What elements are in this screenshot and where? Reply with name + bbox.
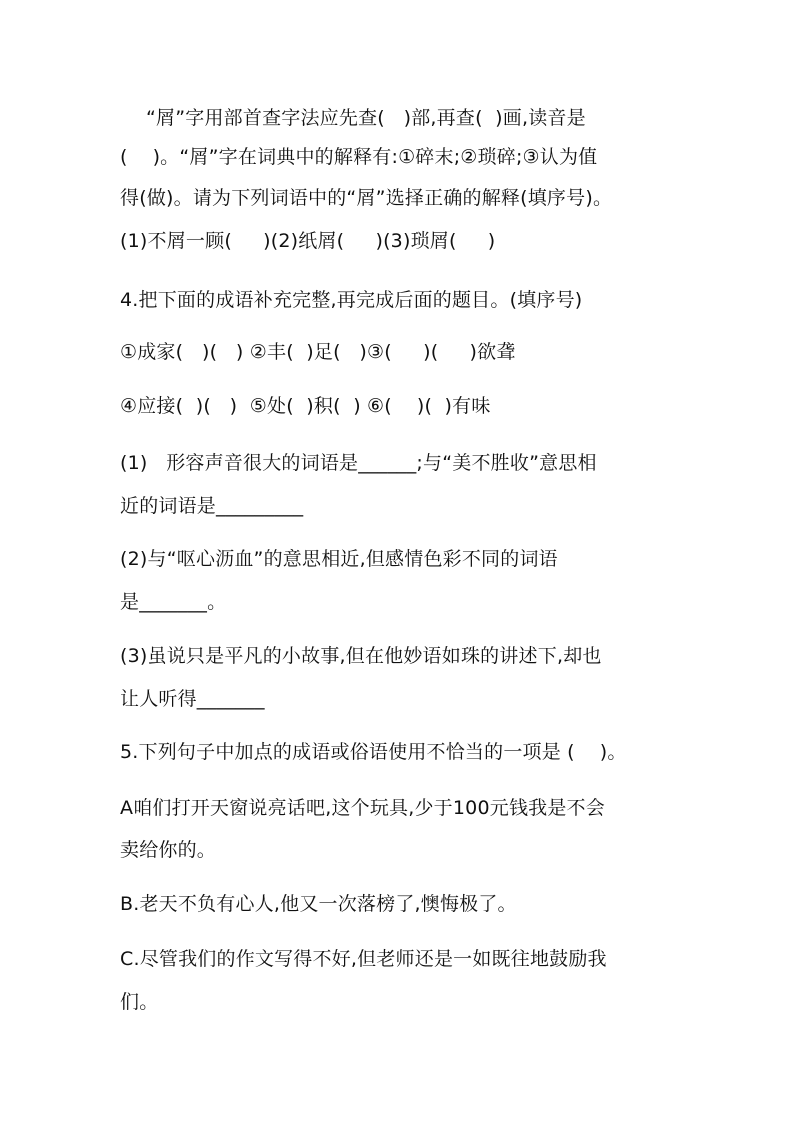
paragraph-3-line-1: “屑”字用部首查字法应先查( )部,再查( )画,读音是 [146,107,586,129]
question-5-option-a-line-2: 卖给你的。 [120,839,217,861]
question-4-heading: 4.把下面的成语补充完整,再完成后面的题目。(填序号) [120,289,583,311]
question-4-sub-2-line-1: (2)与“呕心沥血”的意思相近,但感情色彩不同的词语 [120,548,558,570]
question-4-idioms-row-1: ①成家( )( ) ②丰( )足( )③( )( )欲聋 [120,341,516,363]
question-5-option-b: B.老天不负有心人,他又一次落榜了,懊悔极了。 [120,893,517,915]
question-4-idioms-row-2: ④应接( )( ) ⑤处( )积( ) ⑥( )( )有味 [120,395,491,417]
question-4-sub-1-line-1: (1) 形容声音很大的词语是______;与“美不胜收”意思相 [120,452,597,474]
question-5-option-c-line-1: C.尽管我们的作文写得不好,但老师还是一如既往地鼓励我 [120,948,607,970]
question-5-option-c-line-2: 们。 [120,991,159,1013]
question-4-sub-3-line-1: (3)虽说只是平凡的小故事,但在他妙语如珠的讲述下,却也 [120,645,602,667]
paragraph-3-line-2: ( )。“屑”字在词典中的解释有:①碎末;②琐碎;③认为值 [120,146,598,168]
paragraph-3-line-3: 得(做)。请为下列词语中的“屑”选择正确的解释(填序号)。 [120,187,613,209]
question-4-sub-3-line-2: 让人听得_______ [120,688,265,710]
question-5-heading: 5.下列句子中加点的成语或俗语使用不恰当的一项是 ( )。 [120,741,627,763]
question-4-sub-2-line-2: 是_______。 [120,591,227,613]
paragraph-3-line-4: (1)不屑一顾( )(2)纸屑( )(3)琐屑( ) [120,230,496,252]
question-5-option-a-line-1: A咱们打开天窗说亮话吧,这个玩具,少于100元钱我是不会 [120,797,605,819]
question-4-sub-1-line-2: 近的词语是_________ [120,495,304,517]
